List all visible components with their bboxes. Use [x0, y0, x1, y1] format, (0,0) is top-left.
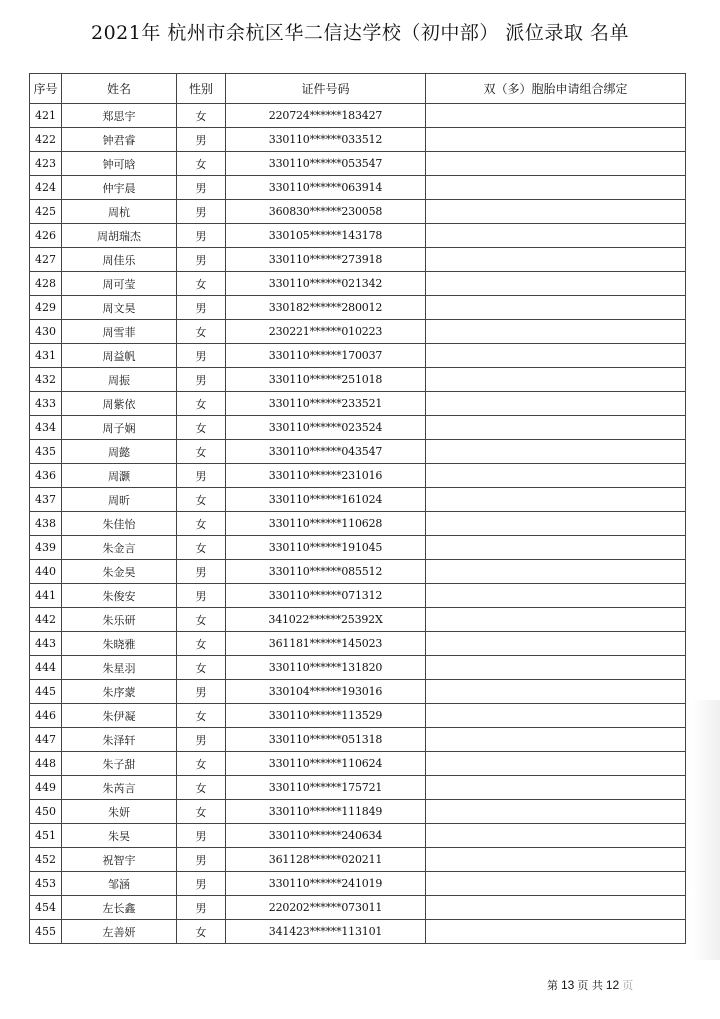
cell-gender: 女 — [177, 512, 226, 536]
table-row — [30, 872, 686, 896]
cell-seq: 441 — [30, 584, 62, 608]
footer-page-number: 13 — [561, 978, 575, 992]
cell-id: 330110******043547 — [226, 440, 426, 464]
cell-seq: 433 — [30, 392, 62, 416]
cell-name: 朱星羽 — [62, 656, 177, 680]
cell-seq: 424 — [30, 176, 62, 200]
cell-seq: 427 — [30, 248, 62, 272]
cell-seq: 431 — [30, 344, 62, 368]
cell-id: 341022******25392X — [226, 608, 426, 632]
cell-bind — [426, 872, 686, 896]
table-row — [30, 440, 686, 464]
table-row — [30, 368, 686, 392]
cell-name: 钟可晗 — [62, 152, 177, 176]
table-body — [30, 104, 686, 944]
table-row — [30, 704, 686, 728]
cell-bind — [426, 848, 686, 872]
cell-id: 341423******113101 — [226, 920, 426, 944]
footer-suffix: 页 — [622, 979, 634, 992]
cell-id: 330110******021342 — [226, 272, 426, 296]
table-row — [30, 248, 686, 272]
cell-id: 330110******023524 — [226, 416, 426, 440]
cell-seq: 449 — [30, 776, 62, 800]
admission-table — [29, 73, 686, 944]
table-header-row — [30, 74, 686, 104]
cell-seq: 429 — [30, 296, 62, 320]
cell-bind — [426, 128, 686, 152]
cell-name: 周佳乐 — [62, 248, 177, 272]
cell-name: 祝智宇 — [62, 848, 177, 872]
table-row — [30, 416, 686, 440]
cell-id: 330110******110628 — [226, 512, 426, 536]
cell-name: 周文昊 — [62, 296, 177, 320]
table-row — [30, 536, 686, 560]
cell-gender: 女 — [177, 272, 226, 296]
cell-name: 仲宇晨 — [62, 176, 177, 200]
cell-name: 周雪菲 — [62, 320, 177, 344]
cell-gender: 女 — [177, 704, 226, 728]
cell-name: 朱昊 — [62, 824, 177, 848]
table-row — [30, 776, 686, 800]
cell-bind — [426, 344, 686, 368]
cell-bind — [426, 752, 686, 776]
cell-bind — [426, 512, 686, 536]
cell-bind — [426, 656, 686, 680]
cell-gender: 男 — [177, 368, 226, 392]
cell-name: 周灏 — [62, 464, 177, 488]
cell-gender: 女 — [177, 800, 226, 824]
cell-gender: 女 — [177, 104, 226, 128]
header-seq: 序号 — [30, 74, 62, 104]
cell-bind — [426, 800, 686, 824]
cell-name: 邹涵 — [62, 872, 177, 896]
cell-bind — [426, 824, 686, 848]
cell-seq: 443 — [30, 632, 62, 656]
table-row — [30, 680, 686, 704]
table-row — [30, 464, 686, 488]
cell-gender: 男 — [177, 248, 226, 272]
table-row — [30, 152, 686, 176]
cell-id: 330110******071312 — [226, 584, 426, 608]
cell-gender: 男 — [177, 584, 226, 608]
cell-bind — [426, 896, 686, 920]
cell-id: 330110******231016 — [226, 464, 426, 488]
cell-bind — [426, 584, 686, 608]
cell-id: 330110******085512 — [226, 560, 426, 584]
cell-seq: 421 — [30, 104, 62, 128]
cell-id: 330110******053547 — [226, 152, 426, 176]
cell-gender: 男 — [177, 296, 226, 320]
cell-seq: 447 — [30, 728, 62, 752]
cell-gender: 女 — [177, 152, 226, 176]
table-row — [30, 104, 686, 128]
cell-id: 330110******273918 — [226, 248, 426, 272]
cell-name: 朱俊安 — [62, 584, 177, 608]
cell-name: 钟君睿 — [62, 128, 177, 152]
cell-name: 朱金言 — [62, 536, 177, 560]
cell-id: 330104******193016 — [226, 680, 426, 704]
cell-name: 郑思宇 — [62, 104, 177, 128]
table-row — [30, 344, 686, 368]
cell-gender: 男 — [177, 344, 226, 368]
cell-gender: 男 — [177, 224, 226, 248]
cell-bind — [426, 416, 686, 440]
cell-gender: 女 — [177, 416, 226, 440]
cell-id: 330110******251018 — [226, 368, 426, 392]
cell-seq: 422 — [30, 128, 62, 152]
page-footer — [547, 977, 633, 993]
cell-bind — [426, 392, 686, 416]
cell-gender: 女 — [177, 392, 226, 416]
cell-seq: 439 — [30, 536, 62, 560]
cell-id: 361181******145023 — [226, 632, 426, 656]
cell-gender: 男 — [177, 560, 226, 584]
cell-bind — [426, 176, 686, 200]
table-row — [30, 560, 686, 584]
cell-seq: 450 — [30, 800, 62, 824]
cell-gender: 女 — [177, 320, 226, 344]
cell-gender: 女 — [177, 536, 226, 560]
cell-bind — [426, 776, 686, 800]
cell-id: 330105******143178 — [226, 224, 426, 248]
cell-bind — [426, 224, 686, 248]
cell-seq: 434 — [30, 416, 62, 440]
cell-seq: 437 — [30, 488, 62, 512]
footer-prefix: 第 — [547, 979, 558, 992]
cell-name: 朱金昊 — [62, 560, 177, 584]
cell-bind — [426, 536, 686, 560]
cell-gender: 男 — [177, 680, 226, 704]
cell-id: 330110******161024 — [226, 488, 426, 512]
footer-mid: 页 共 — [577, 979, 603, 992]
cell-id: 330110******051318 — [226, 728, 426, 752]
cell-bind — [426, 680, 686, 704]
cell-seq: 435 — [30, 440, 62, 464]
table-row — [30, 488, 686, 512]
cell-seq: 430 — [30, 320, 62, 344]
cell-name: 周懿 — [62, 440, 177, 464]
cell-name: 朱子甜 — [62, 752, 177, 776]
cell-gender: 女 — [177, 776, 226, 800]
table-row — [30, 848, 686, 872]
cell-seq: 436 — [30, 464, 62, 488]
cell-name: 周振 — [62, 368, 177, 392]
table-row — [30, 656, 686, 680]
cell-bind — [426, 200, 686, 224]
cell-seq: 432 — [30, 368, 62, 392]
cell-name: 周可莹 — [62, 272, 177, 296]
table-row — [30, 824, 686, 848]
cell-id: 330110******113529 — [226, 704, 426, 728]
cell-id: 220724******183427 — [226, 104, 426, 128]
cell-gender: 男 — [177, 896, 226, 920]
cell-name: 朱伊凝 — [62, 704, 177, 728]
cell-seq: 438 — [30, 512, 62, 536]
cell-bind — [426, 320, 686, 344]
cell-name: 左善妍 — [62, 920, 177, 944]
table-row — [30, 752, 686, 776]
table-row — [30, 728, 686, 752]
cell-bind — [426, 152, 686, 176]
cell-seq: 423 — [30, 152, 62, 176]
cell-gender: 女 — [177, 440, 226, 464]
cell-id: 330110******033512 — [226, 128, 426, 152]
cell-seq: 428 — [30, 272, 62, 296]
cell-gender: 男 — [177, 176, 226, 200]
cell-id: 330110******170037 — [226, 344, 426, 368]
cell-seq: 451 — [30, 824, 62, 848]
cell-name: 左长鑫 — [62, 896, 177, 920]
table-row — [30, 296, 686, 320]
cell-gender: 男 — [177, 200, 226, 224]
table-row — [30, 176, 686, 200]
cell-name: 周紫依 — [62, 392, 177, 416]
table-row — [30, 920, 686, 944]
cell-bind — [426, 920, 686, 944]
cell-name: 朱佳怡 — [62, 512, 177, 536]
cell-id: 330110******131820 — [226, 656, 426, 680]
table-row — [30, 896, 686, 920]
table-row — [30, 128, 686, 152]
header-gender: 性别 — [177, 74, 226, 104]
cell-gender: 男 — [177, 728, 226, 752]
cell-id: 330110******241019 — [226, 872, 426, 896]
cell-name: 周杭 — [62, 200, 177, 224]
cell-bind — [426, 248, 686, 272]
table-row — [30, 392, 686, 416]
cell-id: 330110******175721 — [226, 776, 426, 800]
cell-seq: 440 — [30, 560, 62, 584]
cell-bind — [426, 488, 686, 512]
cell-seq: 446 — [30, 704, 62, 728]
cell-id: 330110******233521 — [226, 392, 426, 416]
cell-name: 朱序蒙 — [62, 680, 177, 704]
cell-id: 230221******010223 — [226, 320, 426, 344]
cell-id: 330182******280012 — [226, 296, 426, 320]
cell-seq: 442 — [30, 608, 62, 632]
cell-seq: 448 — [30, 752, 62, 776]
table-row — [30, 608, 686, 632]
table-row — [30, 632, 686, 656]
cell-gender: 女 — [177, 488, 226, 512]
table-row — [30, 320, 686, 344]
cell-id: 330110******191045 — [226, 536, 426, 560]
page-title: 2021年 杭州市余杭区华二信达学校（初中部） 派位录取 名单 — [91, 22, 629, 44]
cell-gender: 女 — [177, 608, 226, 632]
cell-seq: 445 — [30, 680, 62, 704]
cell-id: 330110******063914 — [226, 176, 426, 200]
cell-gender: 女 — [177, 632, 226, 656]
cell-id: 360830******230058 — [226, 200, 426, 224]
cell-gender: 男 — [177, 464, 226, 488]
cell-gender: 女 — [177, 920, 226, 944]
table-row — [30, 584, 686, 608]
cell-seq: 426 — [30, 224, 62, 248]
cell-id: 330110******110624 — [226, 752, 426, 776]
cell-seq: 453 — [30, 872, 62, 896]
table-row — [30, 272, 686, 296]
header-name: 姓名 — [62, 74, 177, 104]
cell-name: 周昕 — [62, 488, 177, 512]
cell-bind — [426, 560, 686, 584]
cell-name: 朱芮言 — [62, 776, 177, 800]
cell-bind — [426, 272, 686, 296]
cell-seq: 444 — [30, 656, 62, 680]
cell-bind — [426, 464, 686, 488]
cell-id: 361128******020211 — [226, 848, 426, 872]
cell-id: 330110******111849 — [226, 800, 426, 824]
cell-bind — [426, 608, 686, 632]
cell-seq: 425 — [30, 200, 62, 224]
header-bind: 双（多）胞胎申请组合绑定 — [426, 74, 686, 104]
cell-name: 周胡瑞杰 — [62, 224, 177, 248]
cell-bind — [426, 296, 686, 320]
cell-id: 330110******240634 — [226, 824, 426, 848]
cell-bind — [426, 440, 686, 464]
cell-gender: 女 — [177, 656, 226, 680]
header-id: 证件号码 — [226, 74, 426, 104]
cell-seq: 454 — [30, 896, 62, 920]
table-row — [30, 200, 686, 224]
cell-name: 周子娴 — [62, 416, 177, 440]
cell-bind — [426, 104, 686, 128]
table-row — [30, 800, 686, 824]
cell-seq: 452 — [30, 848, 62, 872]
cell-id: 220202******073011 — [226, 896, 426, 920]
cell-bind — [426, 368, 686, 392]
cell-gender: 女 — [177, 752, 226, 776]
cell-gender: 男 — [177, 128, 226, 152]
cell-bind — [426, 632, 686, 656]
cell-bind — [426, 704, 686, 728]
cell-name: 朱乐研 — [62, 608, 177, 632]
cell-name: 朱晓雅 — [62, 632, 177, 656]
table-row — [30, 512, 686, 536]
cell-bind — [426, 728, 686, 752]
cell-seq: 455 — [30, 920, 62, 944]
cell-gender: 男 — [177, 872, 226, 896]
cell-gender: 男 — [177, 824, 226, 848]
cell-name: 周益帆 — [62, 344, 177, 368]
cell-name: 朱妍 — [62, 800, 177, 824]
footer-total-pages: 12 — [605, 978, 620, 992]
table-row — [30, 224, 686, 248]
cell-name: 朱泽轩 — [62, 728, 177, 752]
cell-gender: 男 — [177, 848, 226, 872]
page-edge-shadow — [692, 700, 720, 960]
